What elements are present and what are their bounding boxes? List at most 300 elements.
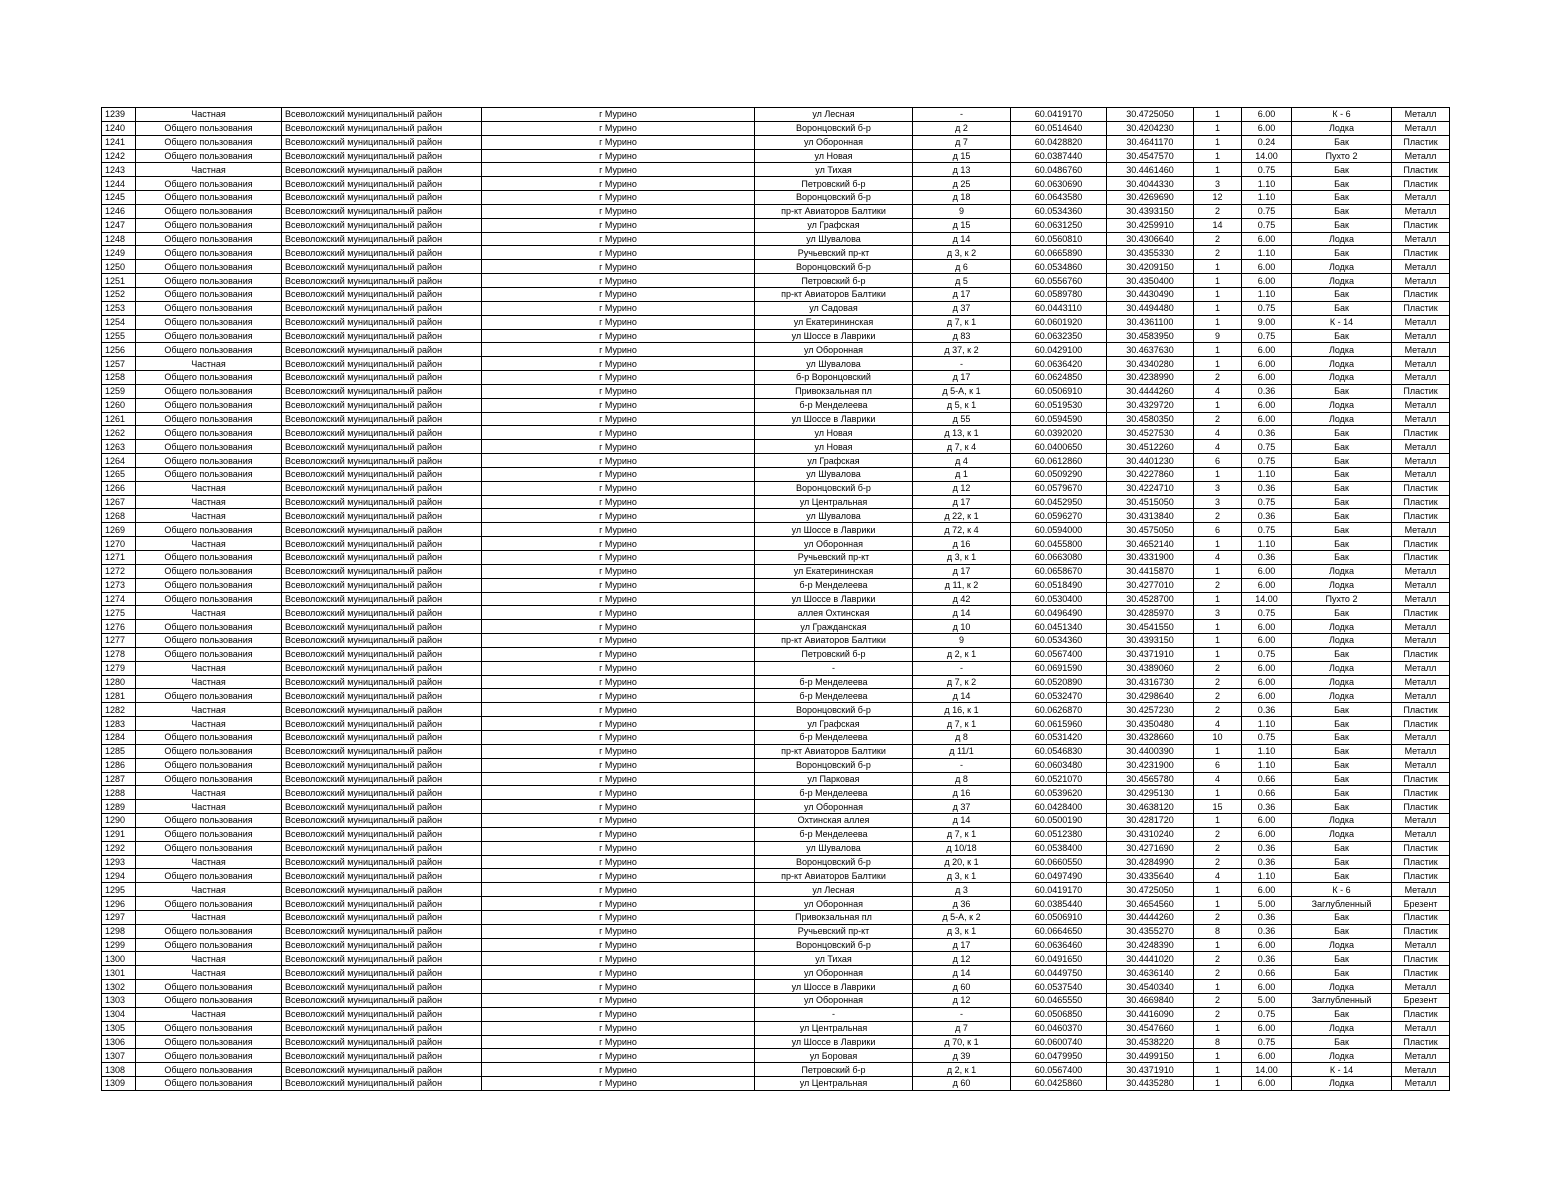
cell-number: 1303 xyxy=(102,994,136,1008)
cell-container-type: Лодка xyxy=(1292,232,1392,246)
cell-longitude: 30.4355270 xyxy=(1107,924,1194,938)
table-row xyxy=(102,301,1450,315)
cell-ownership: Общего пользования xyxy=(136,938,282,952)
cell-city: г Мурино xyxy=(482,149,755,163)
cell-volume: 6.00 xyxy=(1242,232,1292,246)
cell-street: пр-кт Авиаторов Балтики xyxy=(755,744,913,758)
cell-count: 3 xyxy=(1194,495,1242,509)
cell-number: 1268 xyxy=(102,509,136,523)
cell-volume: 0.75 xyxy=(1242,454,1292,468)
cell-ownership: Общего пользования xyxy=(136,827,282,841)
cell-house: д 60 xyxy=(913,1077,1011,1091)
cell-city: г Мурино xyxy=(482,274,755,288)
table-row xyxy=(102,398,1450,412)
cell-latitude: 60.0643580 xyxy=(1011,191,1107,205)
cell-district: Всеволожский муниципальный район xyxy=(282,301,482,315)
table-row xyxy=(102,980,1450,994)
cell-material: Пластик xyxy=(1392,606,1450,620)
cell-district: Всеволожский муниципальный район xyxy=(282,800,482,814)
cell-ownership: Общего пользования xyxy=(136,551,282,565)
cell-count: 4 xyxy=(1194,869,1242,883)
table-row xyxy=(102,966,1450,980)
cell-longitude: 30.4652140 xyxy=(1107,537,1194,551)
cell-district: Всеволожский муниципальный район xyxy=(282,163,482,177)
cell-city: г Мурино xyxy=(482,246,755,260)
cell-house: д 72, к 4 xyxy=(913,523,1011,537)
cell-district: Всеволожский муниципальный район xyxy=(282,357,482,371)
cell-container-type: Лодка xyxy=(1292,357,1392,371)
cell-city: г Мурино xyxy=(482,786,755,800)
cell-street: Ручьевский пр-кт xyxy=(755,551,913,565)
cell-material: Металл xyxy=(1392,440,1450,454)
cell-number: 1276 xyxy=(102,620,136,634)
cell-longitude: 30.4328660 xyxy=(1107,730,1194,744)
cell-volume: 6.00 xyxy=(1242,1077,1292,1091)
cell-material: Пластик xyxy=(1392,384,1450,398)
cell-volume: 0.75 xyxy=(1242,163,1292,177)
cell-house: д 5-А, к 1 xyxy=(913,384,1011,398)
cell-city: г Мурино xyxy=(482,1007,755,1021)
cell-count: 1 xyxy=(1194,883,1242,897)
cell-city: г Мурино xyxy=(482,606,755,620)
cell-volume: 0.75 xyxy=(1242,204,1292,218)
cell-volume: 0.36 xyxy=(1242,855,1292,869)
cell-longitude: 30.4494480 xyxy=(1107,301,1194,315)
cell-longitude: 30.4538220 xyxy=(1107,1035,1194,1049)
cell-street: - xyxy=(755,661,913,675)
cell-count: 1 xyxy=(1194,980,1242,994)
cell-count: 3 xyxy=(1194,606,1242,620)
cell-ownership: Общего пользования xyxy=(136,1021,282,1035)
cell-latitude: 60.0509290 xyxy=(1011,467,1107,481)
cell-district: Всеволожский муниципальный район xyxy=(282,827,482,841)
cell-number: 1241 xyxy=(102,135,136,149)
cell-container-type: К - 6 xyxy=(1292,108,1392,122)
table-row xyxy=(102,634,1450,648)
cell-district: Всеволожский муниципальный район xyxy=(282,440,482,454)
cell-street: ул Графская xyxy=(755,218,913,232)
cell-number: 1264 xyxy=(102,454,136,468)
cell-house: д 12 xyxy=(913,994,1011,1008)
table-row xyxy=(102,814,1450,828)
cell-volume: 0.75 xyxy=(1242,647,1292,661)
cell-ownership: Общего пользования xyxy=(136,329,282,343)
cell-street: Петровский б-р xyxy=(755,274,913,288)
cell-volume: 0.36 xyxy=(1242,703,1292,717)
cell-material: Металл xyxy=(1392,412,1450,426)
cell-street: б-р Менделеева xyxy=(755,730,913,744)
cell-ownership: Общего пользования xyxy=(136,1077,282,1091)
cell-district: Всеволожский муниципальный район xyxy=(282,994,482,1008)
cell-street: - xyxy=(755,1007,913,1021)
cell-street: ул Садовая xyxy=(755,301,913,315)
cell-house: д 17 xyxy=(913,287,1011,301)
cell-ownership: Общего пользования xyxy=(136,1035,282,1049)
cell-ownership: Общего пользования xyxy=(136,315,282,329)
cell-count: 2 xyxy=(1194,204,1242,218)
cell-ownership: Частная xyxy=(136,703,282,717)
table-row xyxy=(102,897,1450,911)
cell-count: 4 xyxy=(1194,384,1242,398)
cell-ownership: Частная xyxy=(136,675,282,689)
cell-count: 6 xyxy=(1194,454,1242,468)
cell-material: Металл xyxy=(1392,191,1450,205)
cell-ownership: Общего пользования xyxy=(136,440,282,454)
cell-house: д 12 xyxy=(913,952,1011,966)
cell-count: 1 xyxy=(1194,1077,1242,1091)
cell-house: д 4 xyxy=(913,454,1011,468)
cell-latitude: 60.0479950 xyxy=(1011,1049,1107,1063)
table-row xyxy=(102,108,1450,122)
cell-number: 1294 xyxy=(102,869,136,883)
cell-number: 1282 xyxy=(102,703,136,717)
cell-container-type: Лодка xyxy=(1292,1049,1392,1063)
table-row xyxy=(102,952,1450,966)
cell-volume: 6.00 xyxy=(1242,412,1292,426)
cell-container-type: Лодка xyxy=(1292,620,1392,634)
cell-number: 1254 xyxy=(102,315,136,329)
cell-longitude: 30.4669840 xyxy=(1107,994,1194,1008)
table-row xyxy=(102,204,1450,218)
cell-street: б-р Менделеева xyxy=(755,689,913,703)
cell-volume: 5.00 xyxy=(1242,897,1292,911)
cell-ownership: Частная xyxy=(136,966,282,980)
cell-number: 1246 xyxy=(102,204,136,218)
cell-material: Металл xyxy=(1392,454,1450,468)
cell-ownership: Частная xyxy=(136,952,282,966)
cell-ownership: Общего пользования xyxy=(136,994,282,1008)
cell-container-type: Бак xyxy=(1292,177,1392,191)
cell-house: д 6 xyxy=(913,260,1011,274)
cell-container-type: Лодка xyxy=(1292,1077,1392,1091)
cell-count: 1 xyxy=(1194,1063,1242,1077)
cell-number: 1272 xyxy=(102,564,136,578)
cell-longitude: 30.4515050 xyxy=(1107,495,1194,509)
table-row xyxy=(102,509,1450,523)
cell-city: г Мурино xyxy=(482,177,755,191)
cell-district: Всеволожский муниципальный район xyxy=(282,855,482,869)
cell-volume: 0.75 xyxy=(1242,1035,1292,1049)
table-row xyxy=(102,592,1450,606)
cell-latitude: 60.0451340 xyxy=(1011,620,1107,634)
cell-longitude: 30.4583950 xyxy=(1107,329,1194,343)
cell-city: г Мурино xyxy=(482,163,755,177)
cell-material: Пластик xyxy=(1392,135,1450,149)
table-row xyxy=(102,578,1450,592)
cell-district: Всеволожский муниципальный район xyxy=(282,537,482,551)
cell-ownership: Общего пользования xyxy=(136,924,282,938)
cell-street: Воронцовский б-р xyxy=(755,121,913,135)
cell-latitude: 60.0537540 xyxy=(1011,980,1107,994)
cell-ownership: Частная xyxy=(136,910,282,924)
cell-count: 2 xyxy=(1194,994,1242,1008)
cell-house: - xyxy=(913,661,1011,675)
table-row xyxy=(102,371,1450,385)
cell-district: Всеволожский муниципальный район xyxy=(282,1049,482,1063)
table-row xyxy=(102,606,1450,620)
cell-container-type: Бак xyxy=(1292,606,1392,620)
cell-count: 12 xyxy=(1194,191,1242,205)
cell-district: Всеволожский муниципальный район xyxy=(282,758,482,772)
cell-container-type: Бак xyxy=(1292,1007,1392,1021)
cell-district: Всеволожский муниципальный район xyxy=(282,454,482,468)
cell-container-type: Бак xyxy=(1292,163,1392,177)
cell-number: 1277 xyxy=(102,634,136,648)
cell-material: Металл xyxy=(1392,938,1450,952)
cell-material: Металл xyxy=(1392,315,1450,329)
cell-volume: 6.00 xyxy=(1242,827,1292,841)
cell-count: 2 xyxy=(1194,412,1242,426)
table-row xyxy=(102,1049,1450,1063)
cell-container-type: Бак xyxy=(1292,800,1392,814)
cell-ownership: Частная xyxy=(136,786,282,800)
cell-city: г Мурино xyxy=(482,467,755,481)
cell-street: ул Центральная xyxy=(755,1021,913,1035)
cell-street: б-р Менделеева xyxy=(755,675,913,689)
cell-city: г Мурино xyxy=(482,800,755,814)
cell-longitude: 30.4204230 xyxy=(1107,121,1194,135)
cell-latitude: 60.0603480 xyxy=(1011,758,1107,772)
cell-count: 2 xyxy=(1194,827,1242,841)
cell-longitude: 30.4227860 xyxy=(1107,467,1194,481)
table-body xyxy=(102,108,1450,1091)
cell-count: 4 xyxy=(1194,440,1242,454)
cell-street: ул Лесная xyxy=(755,108,913,122)
cell-material: Металл xyxy=(1392,1021,1450,1035)
cell-container-type: Лодка xyxy=(1292,578,1392,592)
cell-house: д 14 xyxy=(913,232,1011,246)
cell-material: Пластик xyxy=(1392,772,1450,786)
cell-street: ул Новая xyxy=(755,426,913,440)
cell-city: г Мурино xyxy=(482,440,755,454)
cell-material: Пластик xyxy=(1392,703,1450,717)
cell-number: 1242 xyxy=(102,149,136,163)
cell-number: 1286 xyxy=(102,758,136,772)
cell-city: г Мурино xyxy=(482,620,755,634)
cell-count: 2 xyxy=(1194,689,1242,703)
table-row xyxy=(102,869,1450,883)
cell-district: Всеволожский муниципальный район xyxy=(282,606,482,620)
cell-district: Всеволожский муниципальный район xyxy=(282,1035,482,1049)
cell-city: г Мурино xyxy=(482,841,755,855)
cell-district: Всеволожский муниципальный район xyxy=(282,675,482,689)
cell-street: ул Оборонная xyxy=(755,897,913,911)
cell-longitude: 30.4725050 xyxy=(1107,883,1194,897)
table-row xyxy=(102,149,1450,163)
cell-house: д 2, к 1 xyxy=(913,647,1011,661)
cell-number: 1261 xyxy=(102,412,136,426)
cell-street: ул Шувалова xyxy=(755,509,913,523)
cell-count: 2 xyxy=(1194,703,1242,717)
cell-longitude: 30.4257230 xyxy=(1107,703,1194,717)
cell-number: 1308 xyxy=(102,1063,136,1077)
cell-street: ул Оборонная xyxy=(755,343,913,357)
table-row xyxy=(102,537,1450,551)
cell-container-type: Лодка xyxy=(1292,564,1392,578)
cell-district: Всеволожский муниципальный район xyxy=(282,1007,482,1021)
cell-latitude: 60.0496490 xyxy=(1011,606,1107,620)
cell-volume: 6.00 xyxy=(1242,1049,1292,1063)
cell-house: - xyxy=(913,357,1011,371)
cell-district: Всеволожский муниципальный район xyxy=(282,924,482,938)
cell-district: Всеволожский муниципальный район xyxy=(282,108,482,122)
cell-ownership: Общего пользования xyxy=(136,246,282,260)
cell-material: Металл xyxy=(1392,467,1450,481)
cell-house: д 3, к 2 xyxy=(913,246,1011,260)
cell-longitude: 30.4499150 xyxy=(1107,1049,1194,1063)
cell-city: г Мурино xyxy=(482,343,755,357)
cell-street: Воронцовский б-р xyxy=(755,758,913,772)
cell-ownership: Частная xyxy=(136,800,282,814)
cell-longitude: 30.4371910 xyxy=(1107,647,1194,661)
cell-street: ул Шувалова xyxy=(755,232,913,246)
cell-material: Брезент xyxy=(1392,897,1450,911)
cell-city: г Мурино xyxy=(482,537,755,551)
cell-count: 2 xyxy=(1194,509,1242,523)
cell-latitude: 60.0556760 xyxy=(1011,274,1107,288)
cell-city: г Мурино xyxy=(482,495,755,509)
cell-container-type: Бак xyxy=(1292,855,1392,869)
cell-volume: 1.10 xyxy=(1242,869,1292,883)
table-row xyxy=(102,647,1450,661)
cell-district: Всеволожский муниципальный район xyxy=(282,495,482,509)
cell-latitude: 60.0520890 xyxy=(1011,675,1107,689)
cell-latitude: 60.0658670 xyxy=(1011,564,1107,578)
cell-number: 1267 xyxy=(102,495,136,509)
cell-material: Пластик xyxy=(1392,869,1450,883)
cell-number: 1266 xyxy=(102,481,136,495)
cell-material: Металл xyxy=(1392,592,1450,606)
cell-number: 1293 xyxy=(102,855,136,869)
cell-container-type: Лодка xyxy=(1292,689,1392,703)
table-row xyxy=(102,744,1450,758)
cell-number: 1295 xyxy=(102,883,136,897)
cell-ownership: Частная xyxy=(136,495,282,509)
cell-house: д 83 xyxy=(913,329,1011,343)
cell-number: 1278 xyxy=(102,647,136,661)
cell-street: пр-кт Авиаторов Балтики xyxy=(755,287,913,301)
cell-count: 15 xyxy=(1194,800,1242,814)
cell-count: 2 xyxy=(1194,371,1242,385)
cell-longitude: 30.4329720 xyxy=(1107,398,1194,412)
cell-city: г Мурино xyxy=(482,661,755,675)
table-row xyxy=(102,717,1450,731)
cell-district: Всеволожский муниципальный район xyxy=(282,149,482,163)
cell-container-type: Бак xyxy=(1292,841,1392,855)
cell-city: г Мурино xyxy=(482,675,755,689)
cell-container-type: Бак xyxy=(1292,647,1392,661)
table-row xyxy=(102,274,1450,288)
cell-district: Всеволожский муниципальный район xyxy=(282,897,482,911)
cell-container-type: Бак xyxy=(1292,287,1392,301)
cell-container-type: Бак xyxy=(1292,869,1392,883)
cell-latitude: 60.0532470 xyxy=(1011,689,1107,703)
table-row xyxy=(102,1007,1450,1021)
cell-ownership: Общего пользования xyxy=(136,897,282,911)
cell-street: ул Екатерининская xyxy=(755,315,913,329)
cell-latitude: 60.0455800 xyxy=(1011,537,1107,551)
cell-house: д 8 xyxy=(913,730,1011,744)
cell-street: аллея Охтинская xyxy=(755,606,913,620)
cell-city: г Мурино xyxy=(482,454,755,468)
cell-latitude: 60.0663080 xyxy=(1011,551,1107,565)
cell-volume: 1.10 xyxy=(1242,177,1292,191)
cell-container-type: Бак xyxy=(1292,1035,1392,1049)
cell-container-type: Бак xyxy=(1292,744,1392,758)
cell-container-type: Лодка xyxy=(1292,814,1392,828)
cell-house: - xyxy=(913,108,1011,122)
cell-count: 1 xyxy=(1194,121,1242,135)
cell-number: 1251 xyxy=(102,274,136,288)
cell-ownership: Общего пользования xyxy=(136,841,282,855)
cell-count: 4 xyxy=(1194,772,1242,786)
cell-latitude: 60.0538400 xyxy=(1011,841,1107,855)
cell-material: Металл xyxy=(1392,121,1450,135)
cell-material: Металл xyxy=(1392,1077,1450,1091)
cell-longitude: 30.4298640 xyxy=(1107,689,1194,703)
cell-district: Всеволожский муниципальный район xyxy=(282,938,482,952)
cell-container-type: Лодка xyxy=(1292,412,1392,426)
cell-longitude: 30.4580350 xyxy=(1107,412,1194,426)
cell-latitude: 60.0664650 xyxy=(1011,924,1107,938)
cell-container-type: Бак xyxy=(1292,537,1392,551)
cell-latitude: 60.0385440 xyxy=(1011,897,1107,911)
cell-house: д 7, к 1 xyxy=(913,315,1011,329)
cell-district: Всеволожский муниципальный район xyxy=(282,966,482,980)
table-row xyxy=(102,1063,1450,1077)
cell-container-type: Лодка xyxy=(1292,121,1392,135)
cell-latitude: 60.0594000 xyxy=(1011,523,1107,537)
table-row xyxy=(102,191,1450,205)
cell-longitude: 30.4313840 xyxy=(1107,509,1194,523)
cell-material: Пластик xyxy=(1392,301,1450,315)
cell-material: Пластик xyxy=(1392,786,1450,800)
cell-material: Металл xyxy=(1392,744,1450,758)
cell-volume: 6.00 xyxy=(1242,274,1292,288)
cell-latitude: 60.0521070 xyxy=(1011,772,1107,786)
cell-count: 2 xyxy=(1194,966,1242,980)
table-row xyxy=(102,564,1450,578)
cell-street: ул Новая xyxy=(755,440,913,454)
cell-number: 1284 xyxy=(102,730,136,744)
cell-count: 10 xyxy=(1194,730,1242,744)
cell-city: г Мурино xyxy=(482,1021,755,1035)
cell-city: г Мурино xyxy=(482,703,755,717)
cell-latitude: 60.0465550 xyxy=(1011,994,1107,1008)
cell-volume: 0.75 xyxy=(1242,495,1292,509)
table-row xyxy=(102,467,1450,481)
cell-ownership: Частная xyxy=(136,357,282,371)
cell-house: д 20, к 1 xyxy=(913,855,1011,869)
cell-container-type: Бак xyxy=(1292,924,1392,938)
cell-container-type: Бак xyxy=(1292,481,1392,495)
cell-street: ул Шувалова xyxy=(755,467,913,481)
cell-ownership: Частная xyxy=(136,108,282,122)
cell-ownership: Общего пользования xyxy=(136,454,282,468)
cell-number: 1279 xyxy=(102,661,136,675)
table-row xyxy=(102,841,1450,855)
cell-ownership: Общего пользования xyxy=(136,135,282,149)
cell-street: ул Шувалова xyxy=(755,357,913,371)
table-row xyxy=(102,689,1450,703)
cell-district: Всеволожский муниципальный район xyxy=(282,204,482,218)
cell-count: 1 xyxy=(1194,135,1242,149)
cell-longitude: 30.4209150 xyxy=(1107,260,1194,274)
cell-volume: 0.75 xyxy=(1242,730,1292,744)
cell-container-type: Лодка xyxy=(1292,274,1392,288)
cell-container-type: Лодка xyxy=(1292,371,1392,385)
cell-number: 1299 xyxy=(102,938,136,952)
